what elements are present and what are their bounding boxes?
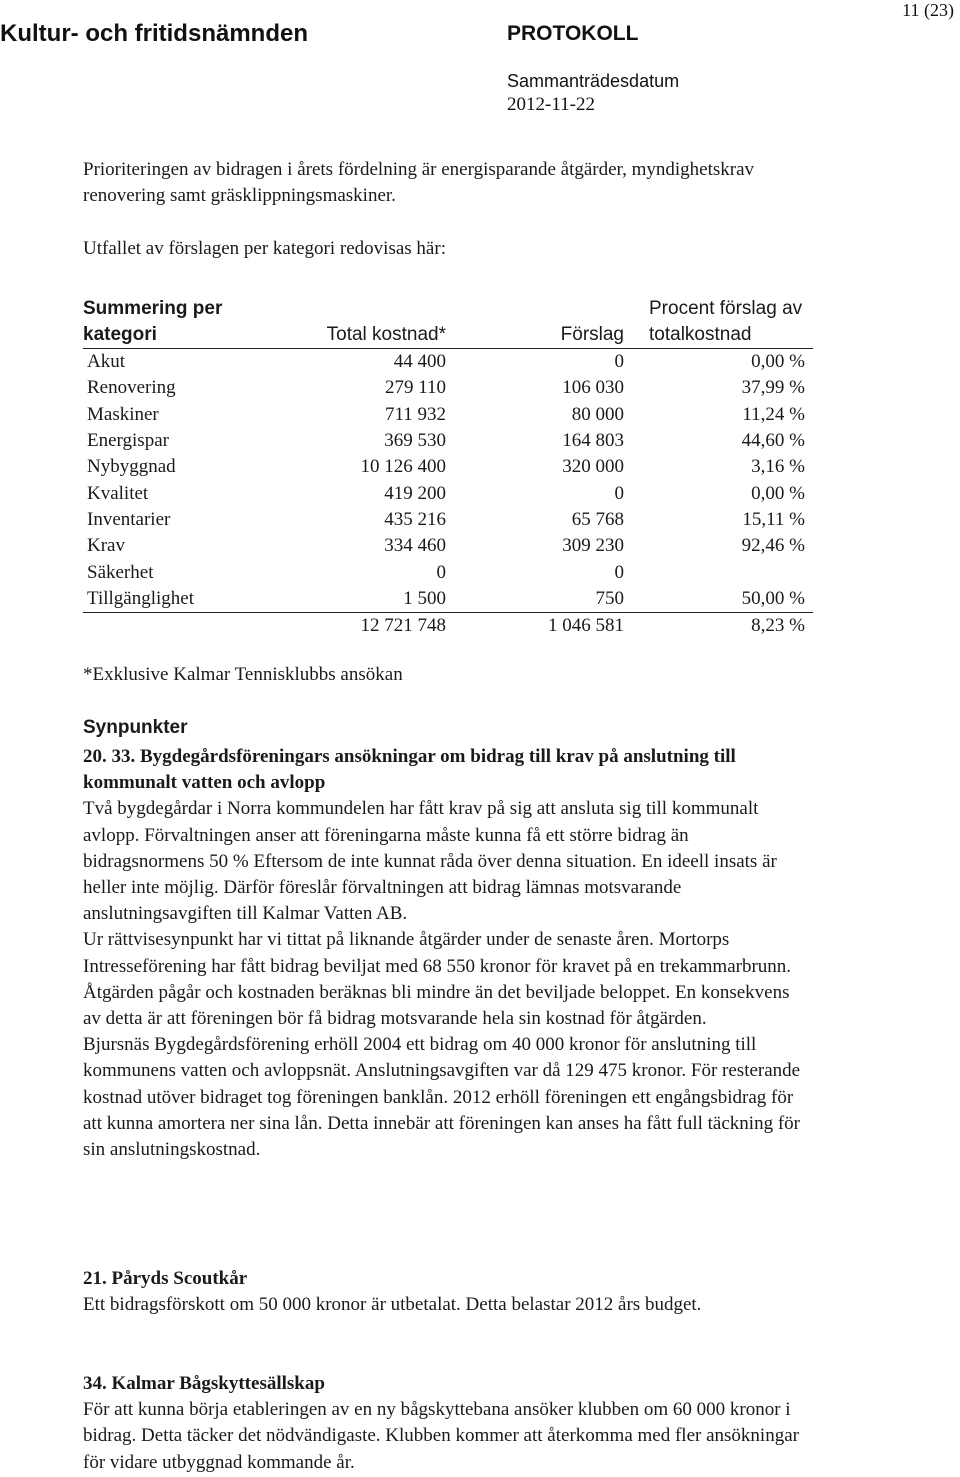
total-cell: 435 216 [384,508,446,530]
header-percent: Procent förslag av totalkostnad [649,298,803,345]
intro-priority: Prioriteringen av bidragen i årets fördelning är energisparande åtgärder, myndighetskrav renovering samt gräsklippningsmaskiner. [83,159,755,206]
proposal-cell: 80 000 [571,403,624,425]
percent-cell: 0,00 % [751,482,805,504]
summary-table [83,296,813,639]
total-cell: 369 530 [384,430,446,452]
proposal-cell: 1 046 581 [548,615,624,637]
category-cell: Renovering [87,377,176,399]
total-cell: 279 110 [384,377,446,399]
percent-cell: 0,00 % [751,351,805,373]
category-cell: Inventarier [87,508,171,530]
item-title: Kalmar Bågskyttesällskap [111,1373,325,1394]
meeting-date-label: Sammanträdesdatum [507,71,680,91]
item-scoutkar [83,1266,803,1318]
percent-cell: 37,99 % [741,377,805,399]
table-row [83,612,813,639]
item-number: 21. [83,1268,107,1289]
proposal-cell: 750 [595,587,624,609]
proposal-cell: 0 [614,561,624,583]
item-paragraph: Ur rättvisesynpunkt har vi tittat på liknande åtgärder under de senaste åren. Mortorps Intresseförening har fått bidrag beviljat med 68 550 kronor för kravet på en trekammarbrunn. Åtgärden pågår och kostnaden beräknas bli mindre än det beviljade beloppet. En konsekvens av detta är att föreningen bör få bidrag motsvarande hela sin kostnad för åtgärden. [83,929,792,1030]
total-cell: 1 500 [403,587,446,609]
table-row [83,428,813,454]
proposal-cell: 164 803 [562,430,624,452]
percent-cell: 15,11 % [742,508,805,530]
category-cell: Energispar [87,430,169,452]
total-cell: 12 721 748 [360,615,446,637]
header-total: Total kostnad* [326,324,446,345]
organization-name: Kultur- och fritidsnämnden [0,20,308,47]
header-category: Summering per kategori [83,298,223,345]
meeting-date: 2012-11-22 [507,94,595,115]
category-cell: Säkerhet [87,561,154,583]
category-cell: Kvalitet [87,482,149,504]
percent-cell: 92,46 % [741,535,805,557]
percent-cell: 50,00 % [741,587,805,609]
table-row [83,454,813,480]
item-heading [83,1371,803,1397]
item-number: 34. [83,1373,107,1394]
percent-cell [624,559,813,585]
intro-outcome: Utfallet av förslagen per kategori redovisas här: [83,238,446,259]
proposal-cell: 65 768 [571,508,624,530]
percent-cell: 44,60 % [741,430,805,452]
item-bagskytte [83,1371,803,1476]
category-cell: Nybyggnad [87,456,176,478]
proposal-cell: 106 030 [562,377,624,399]
item-title: Bygdegårdsföreningars ansökningar om bidrag till krav på anslutning till kommunalt vatten och avlopp [83,746,736,794]
item-bygdegardar [83,744,803,1163]
table-row [83,559,813,585]
total-cell: 44 400 [393,351,446,373]
proposal-cell: 320 000 [562,456,624,478]
item-paragraph: Ett bidragsförskott om 50 000 kronor är utbetalat. Detta belastar 2012 års budget. [83,1294,702,1316]
total-cell: 419 200 [384,482,446,504]
total-cell: 10 126 400 [360,456,446,478]
item-number: 20. 33. [83,746,136,767]
item-heading [83,744,803,796]
proposal-cell: 309 230 [562,535,624,557]
section-heading: Synpunkter [83,717,188,738]
table-header-row [83,296,813,349]
table-row [83,402,813,428]
category-cell [83,612,288,639]
proposal-cell: 0 [614,482,624,504]
table-footnote: *Exklusive Kalmar Tennisklubbs ansökan [83,664,403,685]
total-cell: 711 932 [384,403,446,425]
header-proposal: Förslag [560,324,624,345]
item-paragraph: För att kunna börja etableringen av en ny bågskyttebana ansöker klubben om 60 000 kronor i bidrag. Detta täcker det nödvändigaste. Klubben kommer att återkomma med fler ansökningar för vidare utbyggnad kommande år. [83,1399,799,1473]
percent-cell: 11,24 % [742,403,805,425]
item-heading [83,1266,803,1292]
total-cell: 334 460 [384,535,446,557]
percent-cell: 8,23 % [751,615,805,637]
table-row [83,507,813,533]
document-type: PROTOKOLL [507,22,639,45]
page-number: 11 (23) [902,0,954,20]
table-row [83,533,813,559]
table-row [83,375,813,401]
table-row [83,349,813,376]
percent-cell: 3,16 % [751,456,805,478]
item-title: Påryds Scoutkår [111,1268,248,1289]
item-paragraph: Två bygdegårdar i Norra kommundelen har fått krav på sig att ansluta sig till kommunalt avlopp. Förvaltningen anser att föreningarna måste kunna få ett större bidrag än bidragsnormens 50 % Eftersom de inte kunnat råda över denna situation. En ideell insats är heller inte möjlig. Därför föreslår förvaltningen att bidrag lämnas motsvarande anslutningsavgiften till Kalmar Vatten AB. [83,798,777,925]
category-cell: Akut [87,351,125,373]
total-cell: 0 [436,561,446,583]
category-cell: Tillgänglighet [87,587,194,609]
category-cell: Krav [87,535,125,557]
item-paragraph: Bjursnäs Bygdegårdsförening erhöll 2004 ett bidrag om 40 000 kronor för anslutning till kommunens vatten och avloppsnät. Anslutningsavgiften var då 129 475 kronor. För resterande kostnad utöver bidraget tog föreningen banklån. 2012 erhöll föreningen ett engångsbidrag för att kunna amortera ner sina lån. Detta innebär att föreningen kan anses ha fått full täckning för sin anslutningskostnad. [83,1034,801,1161]
proposal-cell: 0 [614,351,624,373]
category-cell: Maskiner [87,403,159,425]
table-row [83,586,813,613]
table-row [83,480,813,506]
